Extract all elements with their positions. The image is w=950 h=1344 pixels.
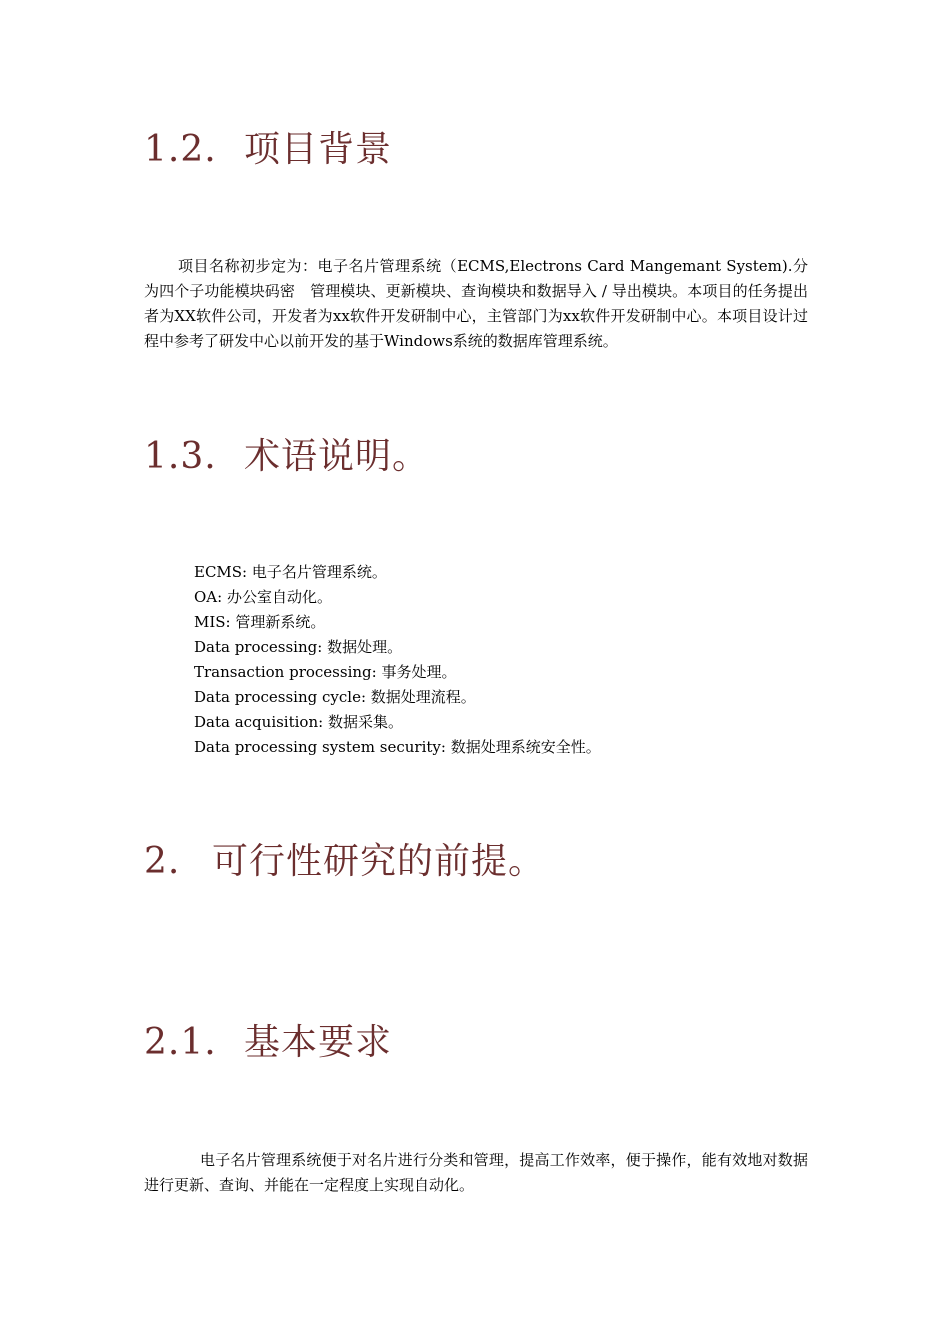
section-1-3-heading — [144, 435, 429, 479]
section-title: 可行性研究的前提。 — [212, 841, 546, 882]
term-item: Data processing: 数据处理。 — [194, 638, 403, 656]
section-number: 2.1. — [144, 1022, 217, 1063]
section-number: 2. — [144, 841, 181, 882]
basic-requirements-paragraph: 电子名片管理系统便于对名片进行分类和管理，提高工作效率，便于操作，能有效地对数据进行更新、查询、并能在一定程度上实现自动化。 — [144, 1151, 808, 1194]
section-number: 1.2. — [144, 129, 217, 170]
section-1-2-heading — [144, 128, 392, 172]
section-number: 1.3. — [144, 436, 217, 477]
term-item: ECMS: 电子名片管理系统。 — [194, 563, 387, 581]
term-item: Data acquisition: 数据采集。 — [194, 713, 403, 731]
project-background-paragraph: 项目名称初步定为：电子名片管理系统（ECMS,Electrons Card Mangemant System).分为四个子功能模块码密 管理模块、更新模块、查询模块和数据导入 / 导出模块。本项目的任务提出者为XX软件公司，开发者为xx软件开发研制中心，主管部门为xx软件开发研制中心。本项目设计过程中参考了研发中心以前开发的基于Windows系统的数据库管理系统。 — [144, 257, 808, 350]
term-item: Data processing system security: 数据处理系统安全性。 — [194, 738, 601, 756]
term-item: Data processing cycle: 数据处理流程。 — [194, 688, 476, 706]
section-title: 项目背景 — [244, 129, 393, 170]
term-item: OA: 办公室自动化。 — [194, 588, 332, 606]
section-2-1-heading — [144, 1021, 392, 1065]
section-title: 术语说明。 — [244, 436, 430, 477]
section-2-heading — [144, 840, 545, 884]
section-title: 基本要求 — [244, 1022, 393, 1063]
term-item: MIS: 管理新系统。 — [194, 613, 326, 631]
terms-list — [194, 560, 601, 760]
term-item: Transaction processing: 事务处理。 — [194, 663, 457, 681]
